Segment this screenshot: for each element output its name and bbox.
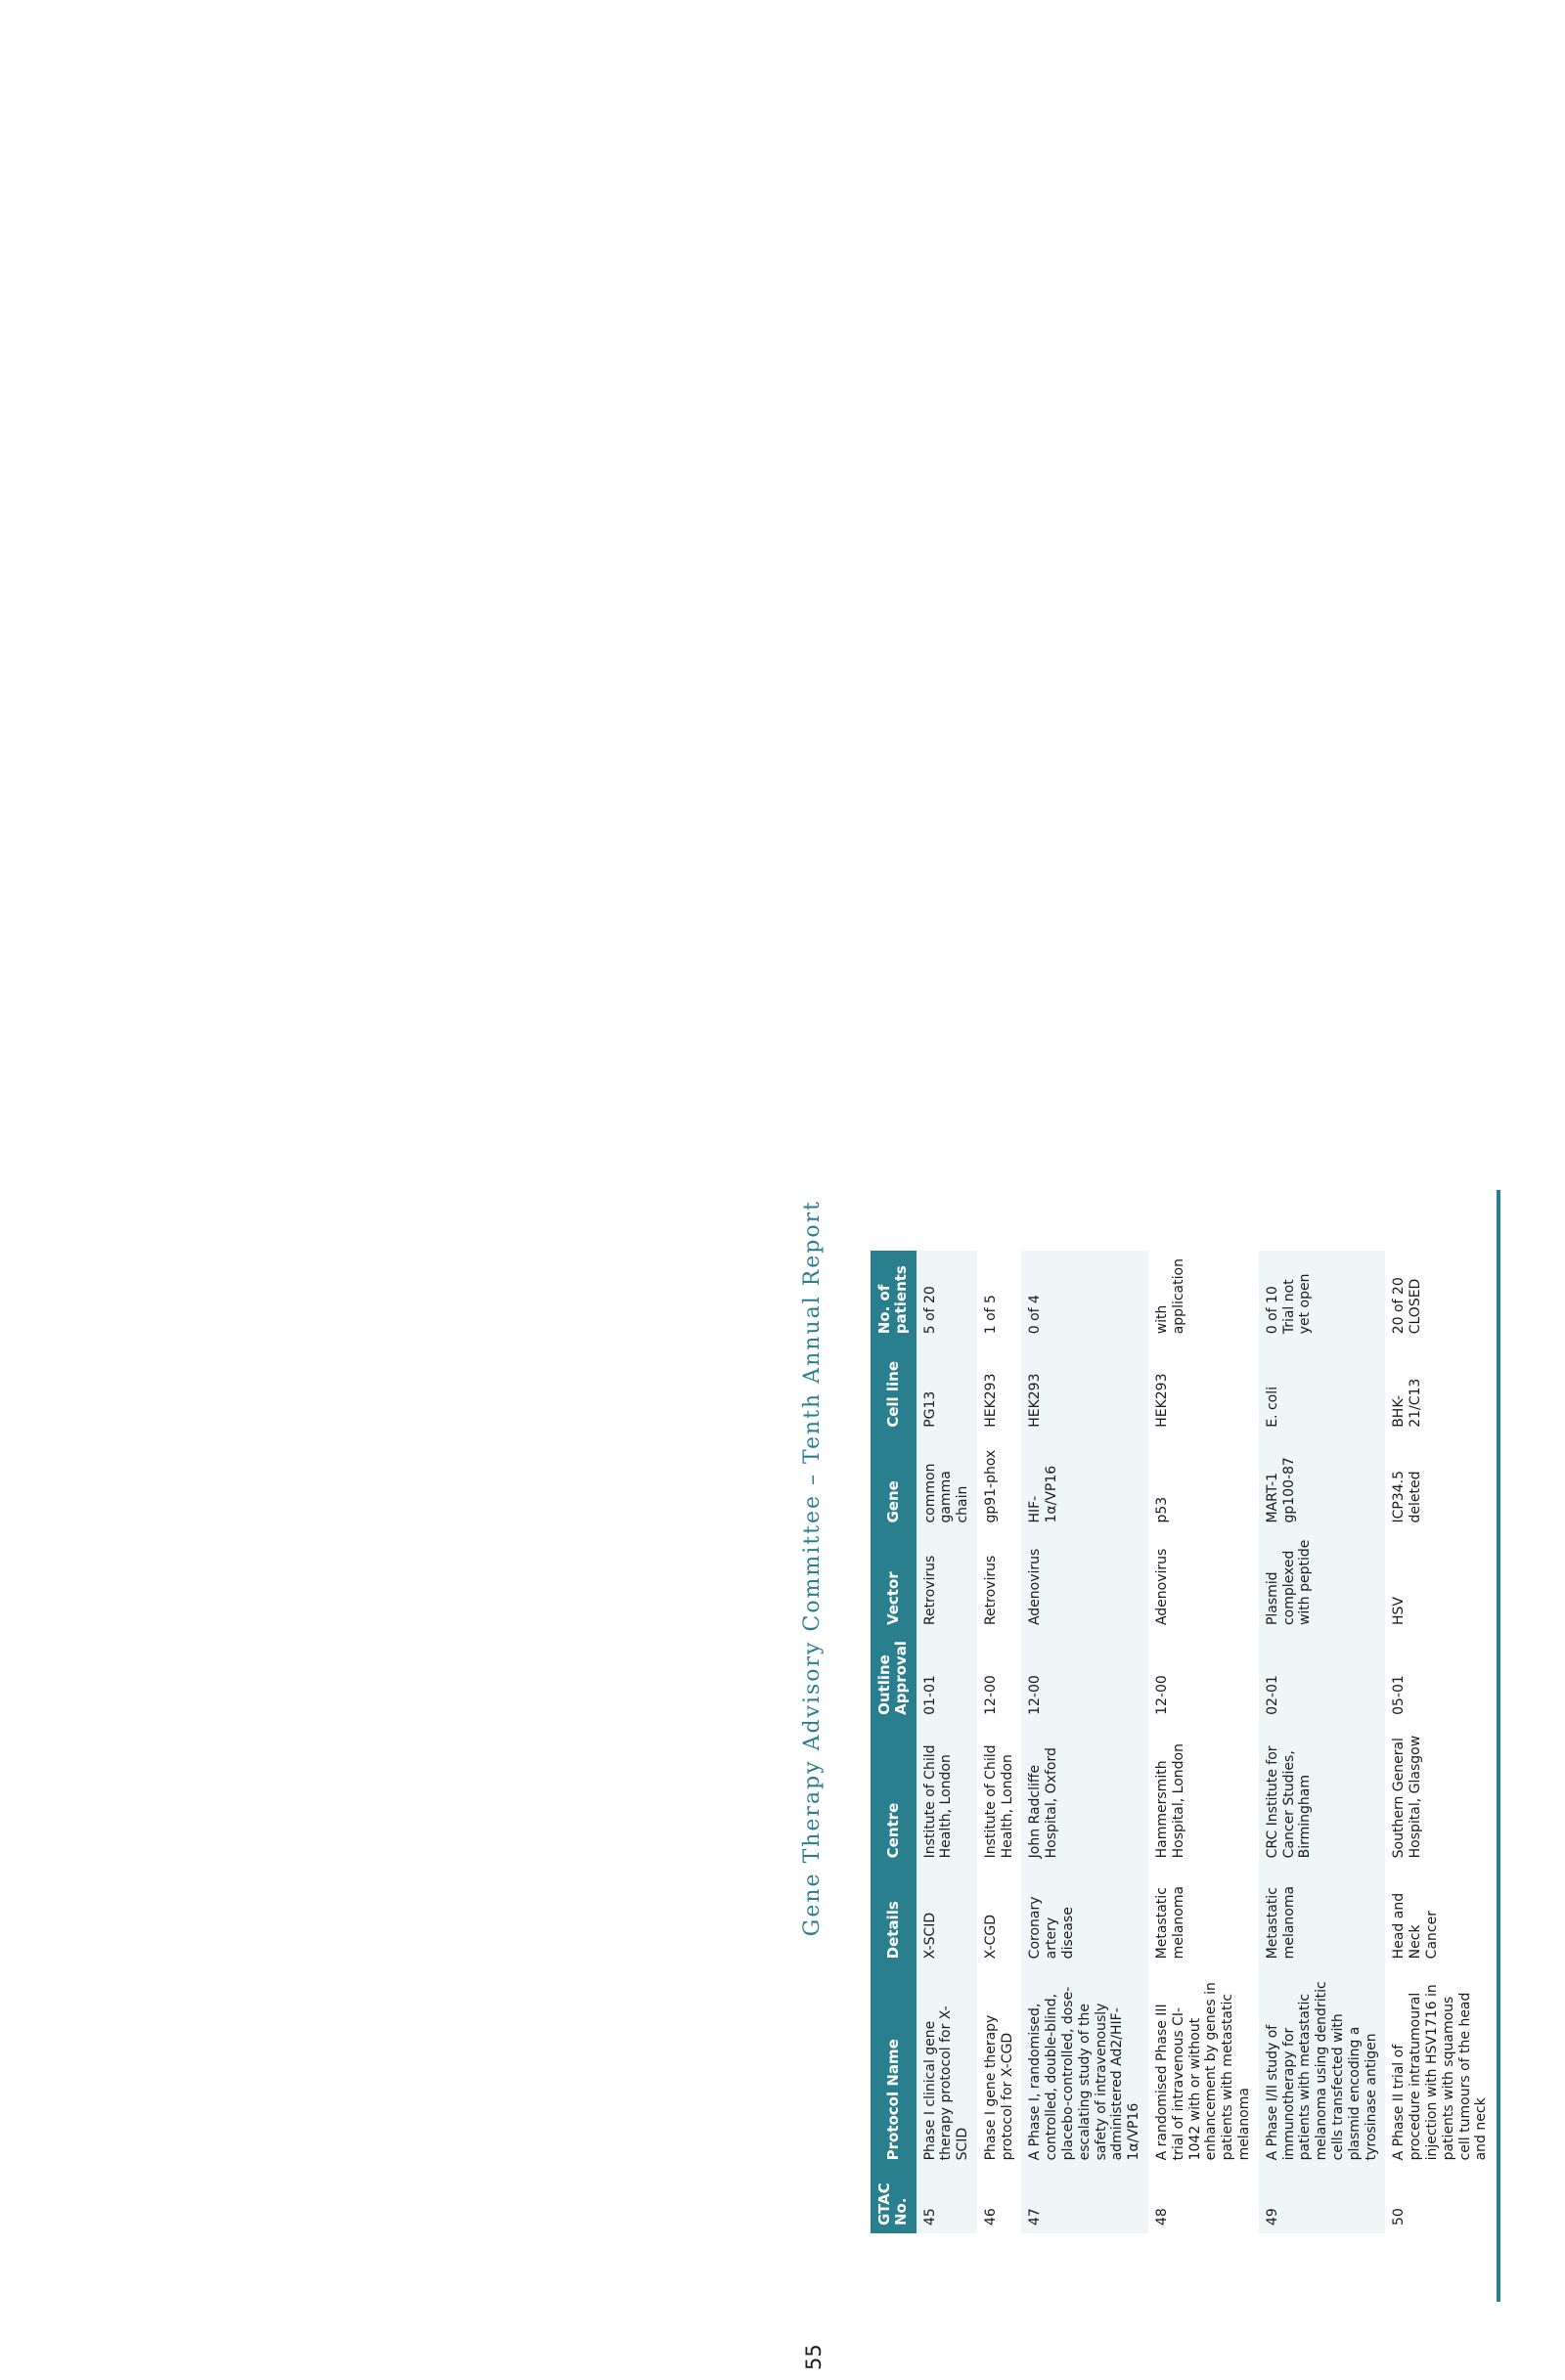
table-cell: HEK293 [977,1342,1022,1435]
table-cell: Institute of Child Health, London [977,1723,1022,1866]
table-cell: 50 [1385,2168,1496,2233]
table-cell: Phase I clinical gene therapy protocol for X-SCID [917,1966,977,2168]
column-header: Cell line [871,1342,917,1435]
table-cell: John Radcliffe Hospital, Oxford [1021,1723,1148,1866]
table-cell: Southern General Hospital, Glasgow [1385,1723,1496,1866]
protocol-table [871,1251,1496,2233]
table-cell: Metastatic melanoma [1259,1866,1386,1966]
table-cell: PG13 [917,1342,977,1435]
table-cell: BHK-21/C13 [1385,1342,1496,1435]
table-cell: HSV [1385,1531,1496,1634]
table-cell: E. coli [1259,1342,1386,1435]
table-cell: Adenovirus [1148,1531,1259,1634]
table-row [1259,1251,1386,2233]
table-cell: 48 [1148,2168,1259,2233]
column-header: Details [871,1866,917,1966]
table-cell: CRC Institute for Cancer Studies, Birmingham [1259,1723,1386,1866]
page-number: 55 [802,2344,826,2370]
table-cell: 02-01 [1259,1633,1386,1723]
header-rule [1497,1190,1500,2302]
table-row [1021,1251,1148,2233]
table-cell: A randomised Phase III trial of intravenous CI-1042 with or without enhancement by genes in patients with metastatic melanoma [1148,1966,1259,2168]
table-cell: gp91-phox [977,1435,1022,1531]
table-cell: with application [1148,1251,1259,1342]
table-cell: 12-00 [977,1633,1022,1723]
table-row [1385,1251,1496,2233]
table-header-row [871,1251,917,2233]
table-cell: ICP34.5 deleted [1385,1435,1496,1531]
column-header: GTAC No. [871,2168,917,2233]
table-row [977,1251,1022,2233]
table-cell: Adenovirus [1021,1531,1148,1634]
table-cell: HEK293 [1021,1342,1148,1435]
table-row [1148,1251,1259,2233]
table-cell: Plasmid complexed with peptide [1259,1531,1386,1634]
report-header: Gene Therapy Advisory Committee – Tenth Annual Report [800,1200,825,1937]
table-cell: 0 of 10 Trial not yet open [1259,1251,1386,1342]
table-cell: 12-00 [1021,1633,1148,1723]
page-canvas [782,1190,1565,2380]
table-cell: Head and Neck Cancer [1385,1866,1496,1966]
table-row [917,1251,977,2233]
column-header: Vector [871,1531,917,1634]
table-cell: X-CGD [977,1866,1022,1966]
table-cell: Retrovirus [977,1531,1022,1634]
table-cell: 47 [1021,2168,1148,2233]
table-cell: 12-00 [1148,1633,1259,1723]
table-cell: HIF-1α/VP16 [1021,1435,1148,1531]
table-cell: MART-1 gp100-87 [1259,1435,1386,1531]
table-cell: A Phase I/II study of immunotherapy for patients with metastatic melanoma using dendritic cells transfected with plasmid encoding a tyrosinase antigen [1259,1966,1386,2168]
table-cell: 20 of 20 CLOSED [1385,1251,1496,1342]
table-cell: 45 [917,2168,977,2233]
table-cell: A Phase II trial of procedure intratumoural injection with HSV1716 in patients with squamous cell tumours of the head and neck [1385,1966,1496,2168]
column-header: Gene [871,1435,917,1531]
table-cell: A Phase I, randomised, controlled, double-blind, placebo-controlled, dose-escalating study of the safety of intravenously administered Ad2/HIF-1α/VP16 [1021,1966,1148,2168]
column-header: Centre [871,1723,917,1866]
table-cell: common gamma chain [917,1435,977,1531]
table-cell: 1 of 5 [977,1251,1022,1342]
column-header: No. of patients [871,1251,917,1342]
table-cell: 46 [977,2168,1022,2233]
table-cell: 5 of 20 [917,1251,977,1342]
table-cell: 01-01 [917,1633,977,1723]
column-header: Outline Approval [871,1633,917,1723]
table-cell: Phase I gene therapy protocol for X-CGD [977,1966,1022,2168]
table-cell: HEK293 [1148,1342,1259,1435]
column-header: Protocol Name [871,1966,917,2168]
table-cell: Institute of Child Health, London [917,1723,977,1866]
table-cell: Metastatic melanoma [1148,1866,1259,1966]
table-cell: p53 [1148,1435,1259,1531]
table-cell: Retrovirus [917,1531,977,1634]
table-cell: 05-01 [1385,1633,1496,1723]
table-cell: 49 [1259,2168,1386,2233]
table-cell: Hammersmith Hospital, London [1148,1723,1259,1866]
table-cell: Coronary artery disease [1021,1866,1148,1966]
table-cell: 0 of 4 [1021,1251,1148,1342]
table-cell: X-SCID [917,1866,977,1966]
